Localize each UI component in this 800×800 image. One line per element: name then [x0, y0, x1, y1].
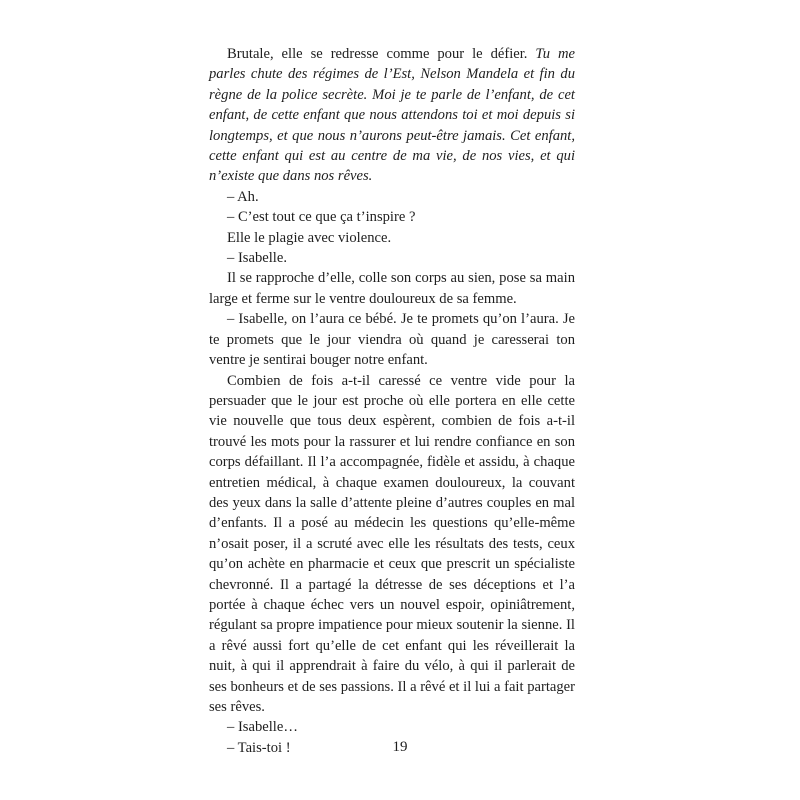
paragraph-plagie: Elle le plagie avec violence.	[227, 229, 392, 246]
paragraph-combien: Combien de fois a-t-il caressé ce ventre vide pour la persuader que le jour est proche où elle portera en elle cette vie nouvelle que tous deux espèrent, combien de fois a-t-il trouvé les mots pour la rassurer et lui rendre confiance en son corps défaillant. Il l’a accompagnée, fidèle et assidu, à chaque entretien médical, à chaque examen douloureux, la couvant des yeux dans la salle d’attente pleine d’autres couples en mal d’enfants. Il a posé au médecin les questions qu’elle-même n’osait poser, il a scruté avec elle les résultats des tests, ceux qu’on achète en pharmacie et ceux que prescrit un spécialiste chevronné. Il a partagé la détresse de ses déceptions et l’a portée à chaque échec vers un nouvel espoir, opiniâtrement, régulant sa propre impatience pour mieux soutenir la sienne. Il a rêvé aussi fort qu’elle de cet enfant qui les réveillerait la nuit, à qui il apprendrait à faire du vélo, à qui il parlerait de ses bonheurs et de ses passions. Il a rêvé et il lui a fait partager ses rêves.	[209, 372, 575, 715]
paragraph-1-italic: Tu me parles chute des régimes de l’Est, Nelson Mandela et fin du règne de la police secrète. Moi je te parle de l’enfant, de cet enfant, de cette enfant que nous attendons toi et moi depuis si longtemps, et que nous n’aurons peut-être jamais. Cet enfant, cette enfant qui est au centre de ma vie, de nos vies, et qui n’existe que dans nos rêves.	[209, 46, 575, 185]
paragraph-rapproche: Il se rapproche d’elle, colle son corps au sien, pose sa main large et ferme sur le ventre douloureux de sa femme.	[209, 270, 575, 307]
paragraph-1-plain: Brutale, elle se redresse comme pour le défier.	[227, 46, 536, 62]
dialogue-tais-toi: – Tais-toi !	[227, 739, 291, 756]
paragraph-1	[209, 44, 575, 187]
dialogue-cest-tout: – C’est tout ce que ça t’inspire ?	[227, 209, 416, 226]
body-text	[209, 44, 575, 758]
page-number: 19	[392, 739, 408, 755]
dialogue-isabelle-ellipsis: – Isabelle…	[227, 719, 298, 736]
dialogue-isabelle: – Isabelle.	[227, 250, 287, 267]
dialogue-ah: – Ah.	[227, 188, 259, 205]
dialogue-promesse: – Isabelle, on l’aura ce bébé. Je te promets qu’on l’aura. Je te promets que le jour viendra où quand je caresserai ton ventre je sentirai bouger notre enfant.	[209, 311, 575, 369]
